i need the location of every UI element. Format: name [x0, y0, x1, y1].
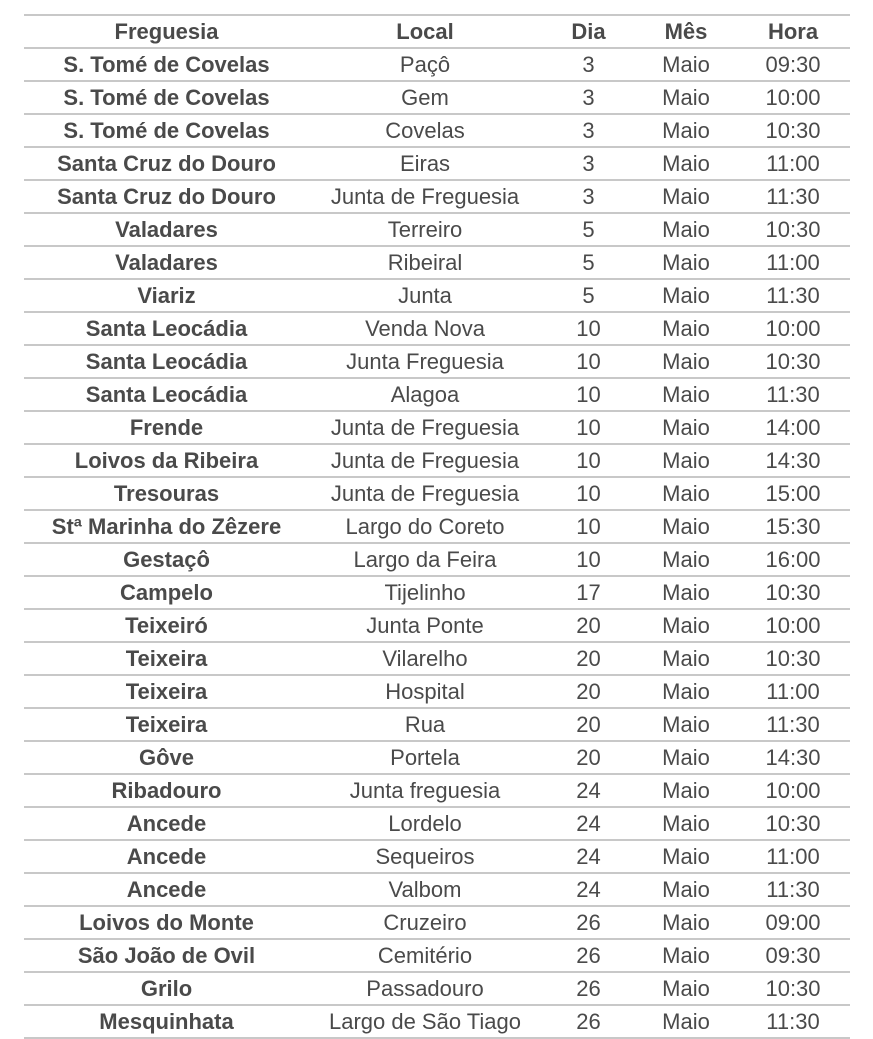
cell-mes: Maio	[636, 741, 736, 774]
cell-freguesia: Ancede	[24, 873, 309, 906]
cell-hora: 11:00	[736, 675, 850, 708]
header-mes: Mês	[636, 15, 736, 48]
cell-freguesia: Mesquinhata	[24, 1005, 309, 1038]
table-row	[24, 642, 850, 675]
cell-mes: Maio	[636, 609, 736, 642]
cell-freguesia: Santa Leocádia	[24, 312, 309, 345]
header-hora: Hora	[736, 15, 850, 48]
cell-mes: Maio	[636, 510, 736, 543]
table-row	[24, 48, 850, 81]
table-row	[24, 477, 850, 510]
table-row	[24, 543, 850, 576]
cell-dia: 24	[541, 873, 636, 906]
cell-mes: Maio	[636, 477, 736, 510]
table-row	[24, 609, 850, 642]
cell-dia: 10	[541, 378, 636, 411]
cell-dia: 10	[541, 411, 636, 444]
cell-mes: Maio	[636, 444, 736, 477]
cell-mes: Maio	[636, 114, 736, 147]
cell-dia: 10	[541, 312, 636, 345]
cell-freguesia: Teixeira	[24, 708, 309, 741]
table-row	[24, 444, 850, 477]
cell-dia: 20	[541, 675, 636, 708]
cell-freguesia: Teixeiró	[24, 609, 309, 642]
cell-freguesia: Valadares	[24, 246, 309, 279]
cell-local: Portela	[309, 741, 541, 774]
table-row	[24, 873, 850, 906]
table-body	[24, 48, 850, 1038]
cell-dia: 24	[541, 774, 636, 807]
header-freguesia: Freguesia	[24, 15, 309, 48]
cell-dia: 3	[541, 114, 636, 147]
cell-dia: 3	[541, 48, 636, 81]
cell-hora: 10:00	[736, 312, 850, 345]
cell-mes: Maio	[636, 543, 736, 576]
cell-freguesia: Tresouras	[24, 477, 309, 510]
cell-hora: 11:30	[736, 279, 850, 312]
cell-local: Junta Freguesia	[309, 345, 541, 378]
cell-mes: Maio	[636, 279, 736, 312]
cell-mes: Maio	[636, 246, 736, 279]
cell-freguesia: Ancede	[24, 840, 309, 873]
cell-hora: 11:30	[736, 180, 850, 213]
cell-mes: Maio	[636, 312, 736, 345]
cell-freguesia: São João de Ovil	[24, 939, 309, 972]
table-row	[24, 840, 850, 873]
cell-mes: Maio	[636, 213, 736, 246]
cell-hora: 16:00	[736, 543, 850, 576]
cell-mes: Maio	[636, 642, 736, 675]
cell-mes: Maio	[636, 1005, 736, 1038]
cell-dia: 20	[541, 741, 636, 774]
cell-freguesia: Santa Leocádia	[24, 378, 309, 411]
cell-freguesia: Valadares	[24, 213, 309, 246]
cell-local: Sequeiros	[309, 840, 541, 873]
cell-freguesia: Gôve	[24, 741, 309, 774]
cell-local: Paçô	[309, 48, 541, 81]
cell-freguesia: Santa Leocádia	[24, 345, 309, 378]
cell-freguesia: Grilo	[24, 972, 309, 1005]
cell-mes: Maio	[636, 708, 736, 741]
table-row	[24, 345, 850, 378]
cell-mes: Maio	[636, 972, 736, 1005]
table-row	[24, 939, 850, 972]
table-row	[24, 972, 850, 1005]
cell-freguesia: Viariz	[24, 279, 309, 312]
cell-dia: 17	[541, 576, 636, 609]
cell-local: Lordelo	[309, 807, 541, 840]
cell-freguesia: S. Tomé de Covelas	[24, 114, 309, 147]
cell-dia: 24	[541, 840, 636, 873]
cell-dia: 26	[541, 939, 636, 972]
table-row	[24, 312, 850, 345]
cell-hora: 11:30	[736, 873, 850, 906]
cell-dia: 5	[541, 279, 636, 312]
cell-local: Cruzeiro	[309, 906, 541, 939]
cell-local: Alagoa	[309, 378, 541, 411]
table-row	[24, 213, 850, 246]
cell-freguesia: Ribadouro	[24, 774, 309, 807]
cell-local: Valbom	[309, 873, 541, 906]
table-row	[24, 774, 850, 807]
cell-mes: Maio	[636, 807, 736, 840]
header-local: Local	[309, 15, 541, 48]
cell-hora: 09:00	[736, 906, 850, 939]
cell-dia: 10	[541, 477, 636, 510]
cell-local: Tijelinho	[309, 576, 541, 609]
table-row	[24, 675, 850, 708]
schedule-table	[24, 14, 850, 1039]
cell-dia: 26	[541, 1005, 636, 1038]
cell-local: Vilarelho	[309, 642, 541, 675]
table-row	[24, 510, 850, 543]
cell-mes: Maio	[636, 378, 736, 411]
cell-mes: Maio	[636, 774, 736, 807]
table-row	[24, 906, 850, 939]
table-row	[24, 378, 850, 411]
cell-local: Junta de Freguesia	[309, 180, 541, 213]
cell-dia: 5	[541, 213, 636, 246]
cell-hora: 10:00	[736, 609, 850, 642]
cell-local: Terreiro	[309, 213, 541, 246]
cell-hora: 11:00	[736, 147, 850, 180]
cell-freguesia: S. Tomé de Covelas	[24, 81, 309, 114]
cell-freguesia: Stª Marinha do Zêzere	[24, 510, 309, 543]
cell-hora: 10:30	[736, 972, 850, 1005]
cell-hora: 14:30	[736, 741, 850, 774]
cell-local: Junta de Freguesia	[309, 477, 541, 510]
cell-local: Rua	[309, 708, 541, 741]
cell-hora: 10:30	[736, 213, 850, 246]
cell-hora: 10:00	[736, 81, 850, 114]
cell-local: Passadouro	[309, 972, 541, 1005]
cell-dia: 10	[541, 510, 636, 543]
cell-dia: 10	[541, 444, 636, 477]
cell-freguesia: Ancede	[24, 807, 309, 840]
cell-dia: 3	[541, 81, 636, 114]
cell-mes: Maio	[636, 81, 736, 114]
cell-hora: 11:30	[736, 708, 850, 741]
cell-mes: Maio	[636, 147, 736, 180]
cell-mes: Maio	[636, 180, 736, 213]
cell-local: Junta freguesia	[309, 774, 541, 807]
cell-local: Junta de Freguesia	[309, 444, 541, 477]
cell-hora: 11:00	[736, 840, 850, 873]
cell-dia: 20	[541, 708, 636, 741]
cell-dia: 10	[541, 345, 636, 378]
cell-freguesia: Teixeira	[24, 675, 309, 708]
cell-hora: 10:30	[736, 114, 850, 147]
cell-mes: Maio	[636, 906, 736, 939]
table-row	[24, 807, 850, 840]
cell-hora: 11:00	[736, 246, 850, 279]
cell-dia: 3	[541, 180, 636, 213]
table-row	[24, 180, 850, 213]
cell-hora: 15:00	[736, 477, 850, 510]
cell-hora: 14:30	[736, 444, 850, 477]
cell-local: Largo do Coreto	[309, 510, 541, 543]
cell-local: Hospital	[309, 675, 541, 708]
cell-hora: 10:30	[736, 807, 850, 840]
cell-local: Eiras	[309, 147, 541, 180]
cell-hora: 10:30	[736, 345, 850, 378]
cell-local: Junta	[309, 279, 541, 312]
cell-mes: Maio	[636, 411, 736, 444]
cell-freguesia: Loivos do Monte	[24, 906, 309, 939]
header-dia: Dia	[541, 15, 636, 48]
table-row	[24, 411, 850, 444]
cell-dia: 20	[541, 609, 636, 642]
cell-mes: Maio	[636, 840, 736, 873]
cell-mes: Maio	[636, 48, 736, 81]
cell-local: Ribeiral	[309, 246, 541, 279]
cell-local: Largo da Feira	[309, 543, 541, 576]
cell-hora: 10:30	[736, 642, 850, 675]
cell-local: Covelas	[309, 114, 541, 147]
cell-freguesia: Santa Cruz do Douro	[24, 180, 309, 213]
cell-hora: 14:00	[736, 411, 850, 444]
table-row	[24, 1005, 850, 1038]
cell-mes: Maio	[636, 576, 736, 609]
cell-local: Venda Nova	[309, 312, 541, 345]
header-row	[24, 15, 850, 48]
table-row	[24, 81, 850, 114]
cell-dia: 24	[541, 807, 636, 840]
cell-freguesia: Teixeira	[24, 642, 309, 675]
table-row	[24, 147, 850, 180]
cell-mes: Maio	[636, 873, 736, 906]
table-row	[24, 741, 850, 774]
cell-local: Largo de São Tiago	[309, 1005, 541, 1038]
cell-local: Cemitério	[309, 939, 541, 972]
cell-dia: 20	[541, 642, 636, 675]
table-row	[24, 114, 850, 147]
cell-freguesia: Gestaçô	[24, 543, 309, 576]
cell-dia: 3	[541, 147, 636, 180]
cell-hora: 15:30	[736, 510, 850, 543]
cell-hora: 11:30	[736, 378, 850, 411]
cell-mes: Maio	[636, 345, 736, 378]
cell-freguesia: Frende	[24, 411, 309, 444]
table-row	[24, 708, 850, 741]
cell-dia: 5	[541, 246, 636, 279]
cell-local: Gem	[309, 81, 541, 114]
cell-hora: 10:00	[736, 774, 850, 807]
cell-hora: 09:30	[736, 48, 850, 81]
cell-mes: Maio	[636, 675, 736, 708]
cell-local: Junta Ponte	[309, 609, 541, 642]
cell-dia: 10	[541, 543, 636, 576]
table-row	[24, 576, 850, 609]
cell-freguesia: Loivos da Ribeira	[24, 444, 309, 477]
cell-hora: 10:30	[736, 576, 850, 609]
cell-local: Junta de Freguesia	[309, 411, 541, 444]
cell-freguesia: S. Tomé de Covelas	[24, 48, 309, 81]
cell-hora: 09:30	[736, 939, 850, 972]
cell-freguesia: Santa Cruz do Douro	[24, 147, 309, 180]
cell-dia: 26	[541, 972, 636, 1005]
cell-mes: Maio	[636, 939, 736, 972]
table-row	[24, 279, 850, 312]
cell-hora: 11:30	[736, 1005, 850, 1038]
table-row	[24, 246, 850, 279]
cell-dia: 26	[541, 906, 636, 939]
cell-freguesia: Campelo	[24, 576, 309, 609]
